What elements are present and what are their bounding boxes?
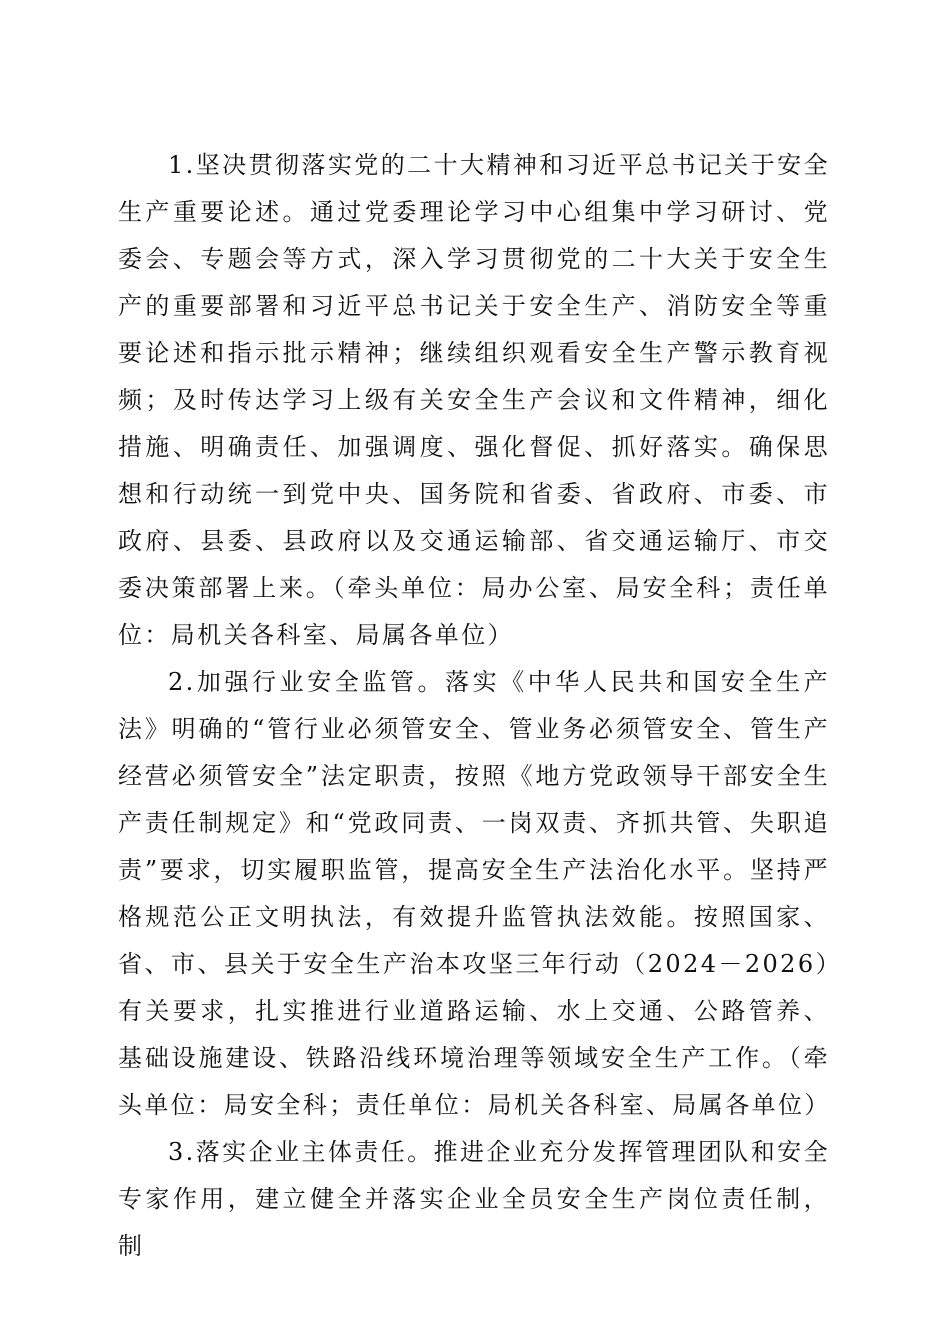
paragraph-2: 2.加强行业安全监管。落实《中华人民共和国安全生产法》明确的“管行业必须管安全、管业务必须管安全、管生产经营必须管安全”法定职责，按照《地方党政领导干部安全生产责任制规定》和“党政同责、一岗双责、齐抓共管、失职追责”要求，切实履职监管，提高安全生产法治化水平。坚持严格规范公正文明执法，有效提升监管执法效能。按照国家、省、市、县关于安全生产治本攻坚三年行动（2024－2026）有关要求，扎实推进行业道路运输、水上交通、公路管养、基础设施建设、铁路沿线环境治理等领域安全生产工作。（牵头单位：局安全科；责任单位：局机关各科室、局属各单位） [118, 668, 831, 1119]
document-page [118, 142, 830, 1270]
paragraph-1: 1.坚决贯彻落实党的二十大精神和习近平总书记关于安全生产重要论述。通过党委理论学习中心组集中学习研讨、党委会、专题会等方式，深入学习贯彻党的二十大关于安全生产的重要部署和习近平总书记关于安全生产、消防安全等重要论述和指示批示精神；继续组织观看安全生产警示教育视频；及时传达学习上级有关安全生产会议和文件精神，细化措施、明确责任、加强调度、强化督促、抓好落实。确保思想和行动统一到党中央、国务院和省委、省政府、市委、市政府、县委、县政府以及交通运输部、省交通运输厅、市交委决策部署上来。（牵头单位：局办公室、局安全科；责任单位：局机关各科室、局属各单位） [118, 151, 830, 649]
paragraph-3: 3.落实企业主体责任。推进企业充分发挥管理团队和安全专家作用，建立健全并落实企业全员安全生产岗位责任制，制 [118, 1138, 830, 1260]
